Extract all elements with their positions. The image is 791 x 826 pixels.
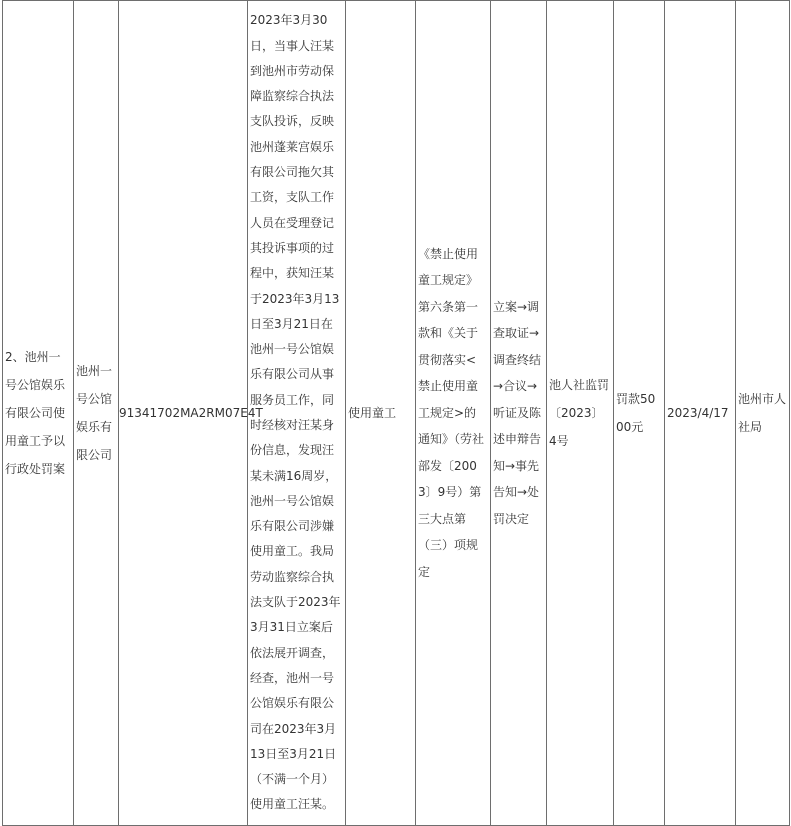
procedure-cell: 立案→调查取证→调查终结→合议→听证及陈述申辩告知→事先告知→处罚决定 [491,1,547,826]
authority-cell: 池州市人社局 [736,1,790,826]
table-row [3,1,790,826]
party-name-cell: 池州一号公馆娱乐有限公司 [74,1,119,826]
case-description-cell: 2023年3月30日，当事人汪某到池州市劳动保障监察综合执法支队投诉，反映池州蓬莱宫娱乐有限公司拖欠其工资，支队工作人员在受理登记其投诉事项的过程中，获知汪某于2023年3月13日至3月21日在池州一号公馆娱乐有限公司从事服务员工作，同时经核对汪某身份信息，发现汪某未满16周岁，池州一号公馆娱乐有限公司涉嫌使用童工。我局劳动监察综合执法支队于2023年3月31日立案后依法展开调查，经查，池州一号公馆娱乐有限公司在2023年3月13日至3月21日（不满一个月）使用童工汪某。 [248,1,346,826]
case-name-cell: 2、池州一号公馆娱乐有限公司使用童工予以行政处罚案 [3,1,74,826]
penalty-record-table [2,0,790,826]
penalty-cell: 罚款5000元 [614,1,665,826]
violation-type-cell: 使用童工 [346,1,416,826]
credit-code-cell: 91341702MA2RM07E4T [119,1,248,826]
legal-basis-cell: 《禁止使用童工规定》第六条第一款和《关于贯彻落实<禁止使用童工规定>的通知》（劳社部发〔2003〕9号）第三大点第（三）项规定 [416,1,491,826]
decision-number-cell: 池人社监罚〔2023〕4号 [547,1,614,826]
decision-date-cell: 2023/4/17 [665,1,736,826]
